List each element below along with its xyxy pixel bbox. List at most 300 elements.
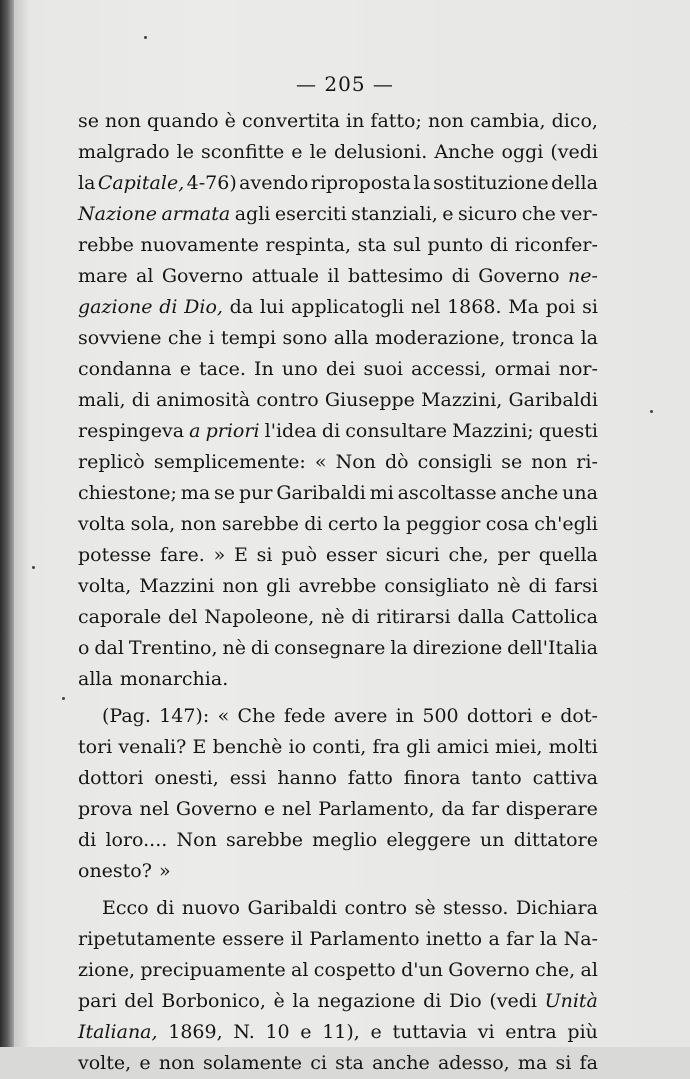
word: Na- — [563, 928, 598, 950]
word: Garibaldi — [247, 897, 338, 919]
word: non — [222, 575, 259, 597]
word: contro — [344, 897, 408, 919]
text-line — [78, 509, 598, 540]
word: eserciti — [274, 203, 347, 225]
word: fede — [283, 705, 326, 727]
print-speck — [62, 697, 65, 700]
print-speck — [650, 410, 653, 413]
word: 11), — [322, 1021, 360, 1043]
word: fatto — [347, 767, 393, 789]
word: Parlamento, — [318, 798, 435, 820]
word: la — [413, 172, 431, 194]
word: stesso. — [443, 897, 509, 919]
word: Governo — [175, 798, 258, 820]
word: amici — [436, 736, 489, 758]
word: ma — [180, 482, 211, 504]
word: consegnare — [274, 637, 386, 659]
word: battesimo — [347, 265, 444, 287]
word: mi — [369, 482, 394, 504]
word: anche — [500, 482, 559, 504]
word: farsi — [554, 575, 598, 597]
word: da — [441, 798, 465, 820]
word: avendo — [239, 172, 309, 194]
word: dittatore — [513, 829, 598, 851]
word: inetto — [425, 928, 483, 950]
word: sarebbe — [221, 513, 299, 535]
word: e — [370, 1021, 382, 1043]
word: disperare — [505, 798, 598, 820]
word: agli — [234, 203, 271, 225]
word: tori — [78, 736, 113, 758]
word: nel — [139, 798, 170, 820]
word: sul — [392, 234, 421, 256]
word: di — [351, 606, 370, 628]
text-line — [78, 447, 598, 478]
word: da — [229, 296, 254, 318]
word: riconfer- — [514, 234, 598, 256]
text-line — [78, 478, 598, 509]
text-line — [78, 354, 598, 385]
word: sono — [282, 327, 328, 349]
word: che, — [535, 959, 576, 981]
text-line — [78, 230, 598, 261]
word: e — [540, 705, 552, 727]
word: attuale — [251, 265, 320, 287]
word: cosa — [485, 513, 529, 535]
word: hanno — [277, 767, 337, 789]
word: malgrado — [78, 141, 170, 163]
word: vi — [477, 1021, 495, 1043]
word: miei, — [494, 736, 543, 758]
word: Governo — [448, 959, 530, 981]
word: chiestone; — [78, 482, 177, 504]
word: finora — [403, 767, 461, 789]
word: un — [480, 829, 505, 851]
word: dal — [94, 637, 124, 659]
word: 10 — [265, 1021, 290, 1043]
word: zione, — [78, 959, 136, 981]
word: ascoltasse — [397, 482, 497, 504]
word: lui — [259, 296, 285, 318]
word: non — [105, 110, 141, 132]
word: Governo — [478, 265, 560, 287]
word: Mazzini; — [452, 420, 534, 442]
word: riproposta — [310, 172, 411, 194]
word: negazione — [317, 990, 416, 1012]
word: armata — [161, 203, 231, 225]
word: benchè — [212, 736, 283, 758]
word: moderazione, — [375, 327, 506, 349]
word: il — [327, 265, 340, 287]
word: essi — [229, 767, 267, 789]
word: che — [167, 327, 203, 349]
word: 1869, — [168, 1021, 223, 1043]
word: volta — [78, 513, 126, 535]
word: sta — [335, 1052, 364, 1074]
word: gazione — [78, 296, 153, 318]
word: sè — [414, 897, 436, 919]
word: di — [321, 420, 341, 442]
page-number: — 205 — — [296, 72, 394, 96]
word: fatto; — [370, 110, 422, 132]
word: respinta, — [265, 234, 351, 256]
word: dot- — [560, 705, 598, 727]
word: dico, — [551, 110, 598, 132]
word: e — [139, 1052, 151, 1074]
word: pari — [78, 990, 117, 1012]
word: di — [131, 389, 150, 411]
word: le — [176, 141, 194, 163]
text-line — [78, 893, 598, 924]
text-line — [78, 602, 598, 633]
word: priori — [205, 420, 260, 442]
page-spine-shadow — [0, 0, 14, 1047]
word: Italiana, — [78, 1021, 158, 1043]
word: » — [158, 860, 171, 882]
word: ritirarsi — [376, 606, 451, 628]
word: di — [159, 296, 178, 318]
word: al — [291, 959, 309, 981]
word: Unità — [544, 990, 598, 1012]
word: E — [233, 544, 248, 566]
word: non — [180, 513, 217, 535]
word: l'idea — [264, 420, 317, 442]
word: accessi, — [411, 358, 487, 380]
text-line — [78, 1048, 598, 1079]
word: replicò — [78, 451, 145, 473]
word: volta, — [78, 575, 132, 597]
word: entra — [505, 1021, 557, 1043]
word: avrebbe — [298, 575, 377, 597]
word: Mazzini — [139, 575, 215, 597]
body-text — [78, 106, 598, 1079]
word: per — [497, 544, 530, 566]
word: di — [489, 234, 509, 256]
word: (vedi — [550, 141, 598, 163]
word: condanna — [78, 358, 172, 380]
text-line — [78, 416, 598, 447]
word: e — [300, 1021, 312, 1043]
word: in — [395, 705, 415, 727]
word: di — [423, 990, 442, 1012]
print-speck — [144, 36, 147, 39]
word: onesti, — [154, 767, 219, 789]
word: nè — [497, 575, 521, 597]
text-line — [78, 1017, 598, 1048]
word: sovviene — [78, 327, 162, 349]
word: che — [521, 203, 556, 225]
word: del — [168, 606, 198, 628]
word: e — [442, 203, 454, 225]
word: nor- — [558, 358, 598, 380]
word: consigli — [417, 451, 493, 473]
word: direzione — [412, 637, 503, 659]
word: onesto? — [78, 860, 152, 882]
text-line — [78, 106, 598, 137]
word: di — [78, 829, 97, 851]
word: Garibaldi — [508, 389, 598, 411]
word: sostituzione — [433, 172, 549, 194]
text-line — [78, 924, 598, 955]
word: io — [288, 736, 307, 758]
word: « — [217, 705, 230, 727]
word: fa — [579, 1052, 598, 1074]
word: ormai — [494, 358, 551, 380]
word: poi — [545, 296, 576, 318]
word: Giuseppe — [324, 389, 415, 411]
text-line — [78, 323, 598, 354]
word: sicuro — [458, 203, 518, 225]
word: dell'Italia — [507, 637, 598, 659]
word: questi — [538, 420, 598, 442]
word: potesse — [78, 544, 152, 566]
word: adesso, — [437, 1052, 510, 1074]
word: ri- — [576, 451, 598, 473]
text-line — [78, 732, 598, 763]
word: Dio, — [184, 296, 223, 318]
word: nuovamente — [140, 234, 259, 256]
word: ver- — [560, 203, 598, 225]
word: ripetutamente — [78, 928, 216, 950]
word: uno — [281, 358, 318, 380]
word: stanziali, — [351, 203, 438, 225]
word: il — [290, 928, 303, 950]
word: Mazzini, — [421, 389, 503, 411]
word: consultare — [345, 420, 447, 442]
word: è — [224, 110, 236, 132]
word: Dichiara — [515, 897, 598, 919]
word: più — [567, 1021, 598, 1043]
text-line — [78, 664, 598, 695]
word: Capitale, — [97, 172, 185, 194]
word: se — [78, 110, 99, 132]
word: convertita — [241, 110, 340, 132]
word: che, — [448, 544, 489, 566]
word: mali, — [78, 389, 126, 411]
word: la — [292, 990, 310, 1012]
word: i — [208, 327, 215, 349]
word: cambia, — [469, 110, 546, 132]
word: respingeva — [78, 420, 185, 442]
word: e — [263, 798, 276, 820]
word: 147): — [159, 705, 210, 727]
text-line — [78, 763, 598, 794]
word: nè — [321, 606, 345, 628]
word: precipuamente — [140, 959, 286, 981]
text-line — [78, 168, 598, 199]
word: animosità — [156, 389, 251, 411]
word: (vedi — [489, 990, 537, 1012]
word: (Pag. — [102, 705, 151, 727]
word: caporale — [78, 606, 162, 628]
word: nel — [410, 296, 441, 318]
text-line — [78, 794, 598, 825]
word: del — [124, 990, 154, 1012]
word: fare. — [160, 544, 205, 566]
word: cospetto — [313, 959, 396, 981]
word: tace. — [199, 358, 246, 380]
word: Non — [176, 829, 217, 851]
word: Trentino, — [128, 637, 218, 659]
word: ne- — [567, 265, 598, 287]
word: se — [501, 451, 523, 473]
word: si — [256, 544, 273, 566]
word: contro — [256, 389, 319, 411]
word: si — [582, 296, 598, 318]
word: delusioni. — [333, 141, 428, 163]
text-line — [78, 633, 598, 664]
word: E — [192, 736, 207, 758]
word: Napoleone, — [204, 606, 315, 628]
word: fra — [372, 736, 400, 758]
text-line — [78, 292, 598, 323]
word: rebbe — [78, 234, 134, 256]
text-line — [78, 955, 598, 986]
word: conti, — [312, 736, 367, 758]
word: gli — [266, 575, 291, 597]
word: di — [528, 575, 547, 597]
word: semplicemente: — [153, 451, 306, 473]
word: Ma — [508, 296, 539, 318]
word: mare — [78, 265, 128, 287]
word: ci — [310, 1052, 327, 1074]
word: peggior — [405, 513, 481, 535]
word: ch'egli — [534, 513, 598, 535]
word: dottori — [466, 705, 533, 727]
word: Nazione — [78, 203, 157, 225]
word: suoi — [363, 358, 403, 380]
word: quando — [147, 110, 219, 132]
word: oggi — [501, 141, 544, 163]
word: ma — [517, 1052, 548, 1074]
word: sta — [357, 234, 387, 256]
word: e — [291, 141, 303, 163]
word: pur — [238, 482, 273, 504]
word: molti — [548, 736, 598, 758]
word: tanto — [471, 767, 522, 789]
word: applicatogli — [290, 296, 405, 318]
word: volte, — [78, 1052, 132, 1074]
word: loro.... — [105, 829, 168, 851]
word: della — [551, 172, 598, 194]
word: sola, — [130, 513, 176, 535]
word: tuttavia — [392, 1021, 468, 1043]
text-line — [78, 540, 598, 571]
word: sarebbe — [226, 829, 303, 851]
word: dottori — [78, 767, 144, 789]
word: alla — [333, 327, 369, 349]
word: Dio — [448, 990, 482, 1012]
word: Parlamento — [309, 928, 420, 950]
text-line — [78, 986, 598, 1017]
word: meglio — [312, 829, 378, 851]
word: far — [471, 798, 500, 820]
word: in — [346, 110, 365, 132]
word: essere — [222, 928, 285, 950]
word: la — [383, 513, 401, 535]
word: le — [309, 141, 327, 163]
word: di — [156, 897, 175, 919]
word: punto — [427, 234, 484, 256]
word: può — [281, 544, 318, 566]
word: dò — [384, 451, 409, 473]
word: una — [562, 482, 598, 504]
word: alla — [78, 668, 113, 690]
word: esser — [325, 544, 377, 566]
word: o — [78, 637, 90, 659]
word: 4-76) — [186, 172, 237, 194]
word: far — [506, 928, 534, 950]
text-line — [78, 825, 598, 856]
word: dalla — [457, 606, 505, 628]
word: si — [555, 1052, 572, 1074]
text-line — [78, 199, 598, 230]
word: cattiva — [532, 767, 598, 789]
word: Cattolica — [511, 606, 598, 628]
word: tronca — [511, 327, 575, 349]
word: nel — [281, 798, 312, 820]
word: al — [580, 959, 598, 981]
word: è — [273, 990, 285, 1012]
word: di — [304, 513, 323, 535]
word: non — [427, 110, 464, 132]
word: Che — [237, 705, 276, 727]
word: Ecco — [102, 897, 149, 919]
text-line — [78, 571, 598, 602]
text-line — [78, 261, 598, 292]
word: la — [580, 327, 598, 349]
text-line — [78, 856, 598, 887]
word: quella — [538, 544, 598, 566]
word: dei — [325, 358, 356, 380]
word: monarchia. — [119, 668, 229, 690]
word: la — [390, 637, 408, 659]
word: venali? — [118, 736, 187, 758]
word: d'un — [401, 959, 443, 981]
word: « — [314, 451, 327, 473]
word: nuovo — [181, 897, 240, 919]
word: la — [78, 172, 96, 194]
word: anche — [372, 1052, 430, 1074]
word: consigliato — [384, 575, 490, 597]
word: avere — [333, 705, 388, 727]
word: sconfitte — [201, 141, 285, 163]
word: a — [488, 928, 500, 950]
word: 500 — [422, 705, 459, 727]
word: N. — [233, 1021, 255, 1043]
word: sicuri — [385, 544, 440, 566]
word: nè — [222, 637, 246, 659]
word: 1868. — [447, 296, 502, 318]
word: In — [254, 358, 274, 380]
word: e — [179, 358, 191, 380]
word: a — [189, 420, 201, 442]
word: non — [158, 1052, 195, 1074]
text-line — [78, 701, 598, 732]
word: la — [539, 928, 558, 950]
word: Anche — [434, 141, 495, 163]
word: di — [250, 637, 270, 659]
word: eleggere — [386, 829, 471, 851]
text-line — [78, 137, 598, 168]
word: prova — [78, 798, 133, 820]
word: solamente — [203, 1052, 302, 1074]
word: certo — [327, 513, 378, 535]
word: Non — [335, 451, 376, 473]
text-line — [78, 385, 598, 416]
word: » — [213, 544, 226, 566]
word: Borbonico, — [161, 990, 266, 1012]
